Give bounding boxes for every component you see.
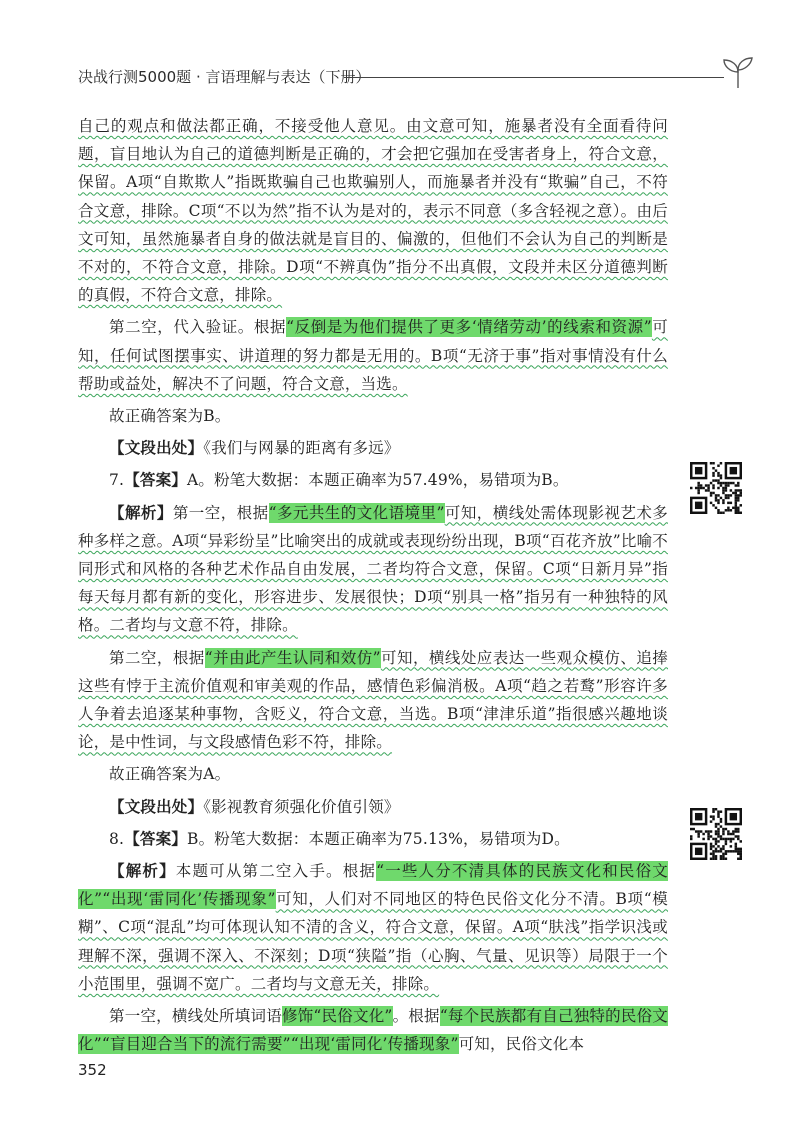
second-blank-post: 可知，横线处应表达一些观众模仿、追捧这些有悖于主流价值观和审美观的作品，感情色彩偏消极。A项“趋之若鹜”形容许多人争着去追逐某种事物，含贬义，符合文意，当选。B项“津津乐道”指很感兴趣地谈论，是中性词，与文段感情色彩不符，排除。 xyxy=(78,648,668,752)
source-title: 《我们与网暴的距离有多远》 xyxy=(203,439,400,458)
analysis-post: 可知，横线处需体现影视艺术多种多样之意。A项“异彩纷呈”比喻突出的成就或表现纷纷出现，B项“百花齐放”比喻不同形式和风格的各种艺术作品自由发展，二者均符合文意，保留。C项“日新月异”指每天每月都有新的变化，形容进步、发展很快；D项“别具一格”指另有一种独特的风格。二者均与文意不符，排除。 xyxy=(78,503,668,635)
answer-text: B。粉笔大数据：本题正确率为75.13%，易错项为D。 xyxy=(187,829,570,848)
paragraph-1 xyxy=(78,112,668,309)
highlight-1: “反倒是为他们提供了更多‘情绪劳动’的线索和资源” xyxy=(286,318,652,337)
source-title: 《影视教育须强化价值引领》 xyxy=(203,797,400,816)
paragraph-1-text: 自己的观点和做法都正确，不接受他人意见。由文意可知，施暴者没有全面看待问题，盲目地认为自己的道德判断是正确的，才会把它强加在受害者身上，符合文意，保留。A项“自欺欺人”指既欺骗自己也欺骗别人，而施暴者并没有“欺骗”自己，不符合文意，排除。C项“不以为然”指不认为是对的，表示不同意（多含轻视之意）。由后文可知，虽然施暴者自身的做法就是盲目的、偏激的，但他们不会认为自己的判断是不对的，不符合文意，排除。D项“不辨真伪”指分不出真假，文段并未区分道德判断的真假，不符合文意，排除。 xyxy=(78,117,668,305)
first-blank-mid: 。根据 xyxy=(392,1007,440,1026)
paragraph-2 xyxy=(78,313,668,398)
highlight-3: “并由此产生认同和效仿” xyxy=(204,648,381,667)
analysis-pre: 本题可从第二空入手。根据 xyxy=(175,862,377,881)
answer-text: A。粉笔大数据：本题正确率为57.49%，易错项为B。 xyxy=(187,471,569,490)
analysis-label: 【解析】 xyxy=(109,861,176,881)
question-7-answer xyxy=(78,466,668,494)
analysis-pre: 第一空，根据 xyxy=(172,503,269,522)
highlight-5: 修饰“民俗文化” xyxy=(281,1007,393,1026)
first-blank-post: 可知，民俗文化本 xyxy=(458,1035,585,1054)
paragraph-2-post: 可知，任何试图摆事实、讲道理的努力都是无用的。B项“无济于事”指对事情没有什么帮助或益处，解决不了问题，符合文意，当选。 xyxy=(78,318,668,393)
answer-label: 【答案】 xyxy=(124,470,188,490)
header-title: 决战行测5000题 · 言语理解与表达（下册） xyxy=(78,68,371,86)
highlight-2: “多元共生的文化语境里” xyxy=(268,503,445,522)
answer-label: 【答案】 xyxy=(124,828,188,848)
source-label: 【文段出处】 xyxy=(109,438,204,458)
sprout-icon xyxy=(718,54,758,90)
question-number: 8. xyxy=(109,829,125,848)
question-7-analysis xyxy=(78,499,668,640)
highlight-6: “每个民族都有自己独特的民俗文化”“盲目迎合当下的流行需要”“出现‘雷同化’传播现象” xyxy=(78,1007,669,1054)
answer-line-6: 故正确答案为B。 xyxy=(109,407,231,426)
analysis-label: 【解析】 xyxy=(109,502,173,522)
source-line-7 xyxy=(78,793,668,821)
second-blank-pre: 第二空，根据 xyxy=(109,648,205,667)
analysis-post: 可知，人们对不同地区的特色民俗文化分不清。B项“模糊”、C项“混乱”均可体现认知不清的含义，符合文意，保留。A项“肤浅”指学识浅或理解不深，强调不深入、不深刻；D项“狭隘”指（心胸、气量、见识等）局限于一个小范围里，强调不宽广。二者均与文意无关，排除。 xyxy=(78,890,668,993)
question-7-second-blank xyxy=(78,644,668,757)
question-number: 7. xyxy=(109,471,125,490)
qr-code-icon[interactable] xyxy=(690,462,742,514)
answer-line-7: 故正确答案为A。 xyxy=(109,765,231,784)
page-number: 352 xyxy=(78,1061,107,1079)
question-8-first-blank xyxy=(78,1002,668,1058)
question-8-analysis xyxy=(78,857,668,998)
qr-code-icon[interactable] xyxy=(690,808,742,860)
question-8-answer xyxy=(78,825,668,853)
page-header xyxy=(78,62,758,92)
highlight-4: “一些人分不清具体的民族文化和民俗文化”“出现‘雷同化’传播现象” xyxy=(78,862,668,909)
source-label: 【文段出处】 xyxy=(109,796,204,816)
header-rule xyxy=(344,77,724,78)
paragraph-2-pre: 第二空，代入验证。根据 xyxy=(109,318,287,337)
source-line-6 xyxy=(78,434,668,462)
page-body xyxy=(78,112,668,1059)
first-blank-pre: 第一空，横线处所填词语 xyxy=(109,1007,282,1026)
